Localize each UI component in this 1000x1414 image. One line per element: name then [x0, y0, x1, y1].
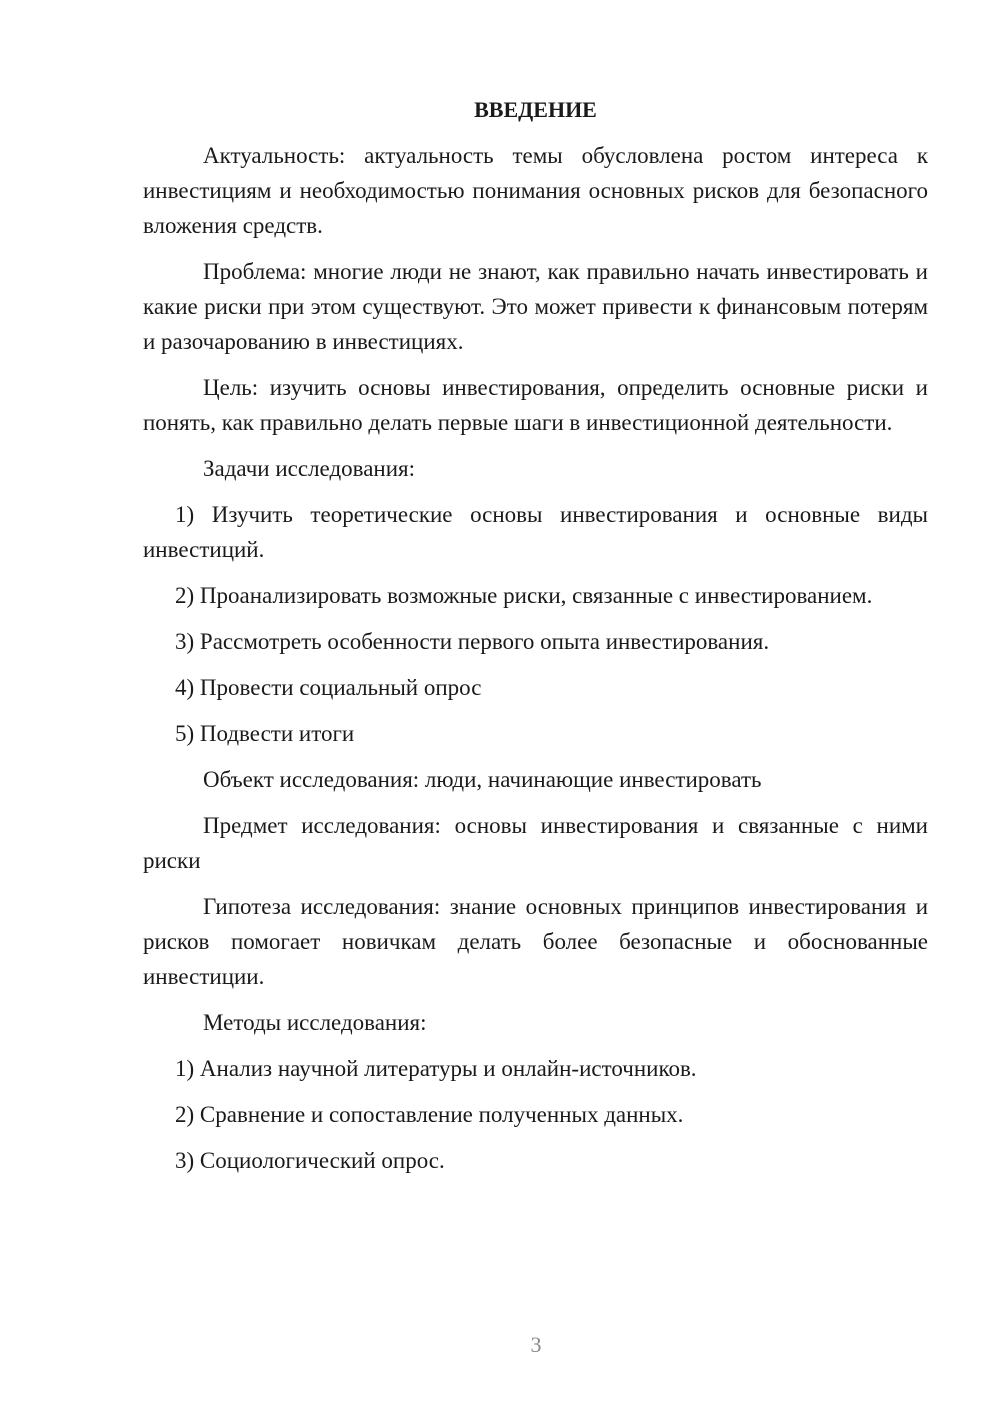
hypothesis-paragraph: Гипотеза исследования: знание основных принципов инвестирования и рисков помогает новичкам делать более безопасные и обоснованные инвестиции.	[143, 894, 928, 989]
page-number: 3	[530, 1332, 542, 1357]
method-item: 1) Анализ научной литературы и онлайн-источников.	[175, 1056, 697, 1081]
page-title: ВВЕДЕНИЕ	[474, 97, 597, 122]
task-item: 2) Проанализировать возможные риски, связанные с инвестированием.	[175, 583, 873, 608]
task-item: 4) Провести социальный опрос	[175, 675, 482, 700]
task-item: 1) Изучить теоретические основы инвестирования и основные виды инвестиций.	[143, 502, 928, 562]
object-paragraph: Объект исследования: люди, начинающие инвестировать	[203, 767, 762, 792]
task-item: 5) Подвести итоги	[175, 721, 355, 746]
problem-paragraph: Проблема: многие люди не знают, как правильно начать инвестировать и какие риски при этом существуют. Это может привести к финансовым потерям и разочарованию в инвестициях.	[143, 259, 928, 354]
methods-heading: Методы исследования:	[203, 1010, 427, 1035]
method-item: 3) Социологический опрос.	[175, 1148, 445, 1173]
method-item: 2) Сравнение и сопоставление полученных данных.	[175, 1102, 684, 1127]
relevance-paragraph: Актуальность: актуальность темы обусловлена ростом интереса к инвестициям и необходимостью понимания основных рисков для безопасного вложения средств.	[143, 143, 928, 238]
goal-paragraph: Цель: изучить основы инвестирования, определить основные риски и понять, как правильно делать первые шаги в инвестиционной деятельности.	[143, 375, 928, 435]
task-item: 3) Рассмотреть особенности первого опыта инвестирования.	[175, 629, 770, 654]
document-page	[143, 92, 928, 1178]
subject-paragraph: Предмет исследования: основы инвестирования и связанные с ними риски	[143, 813, 928, 873]
tasks-heading: Задачи исследования:	[203, 456, 416, 481]
